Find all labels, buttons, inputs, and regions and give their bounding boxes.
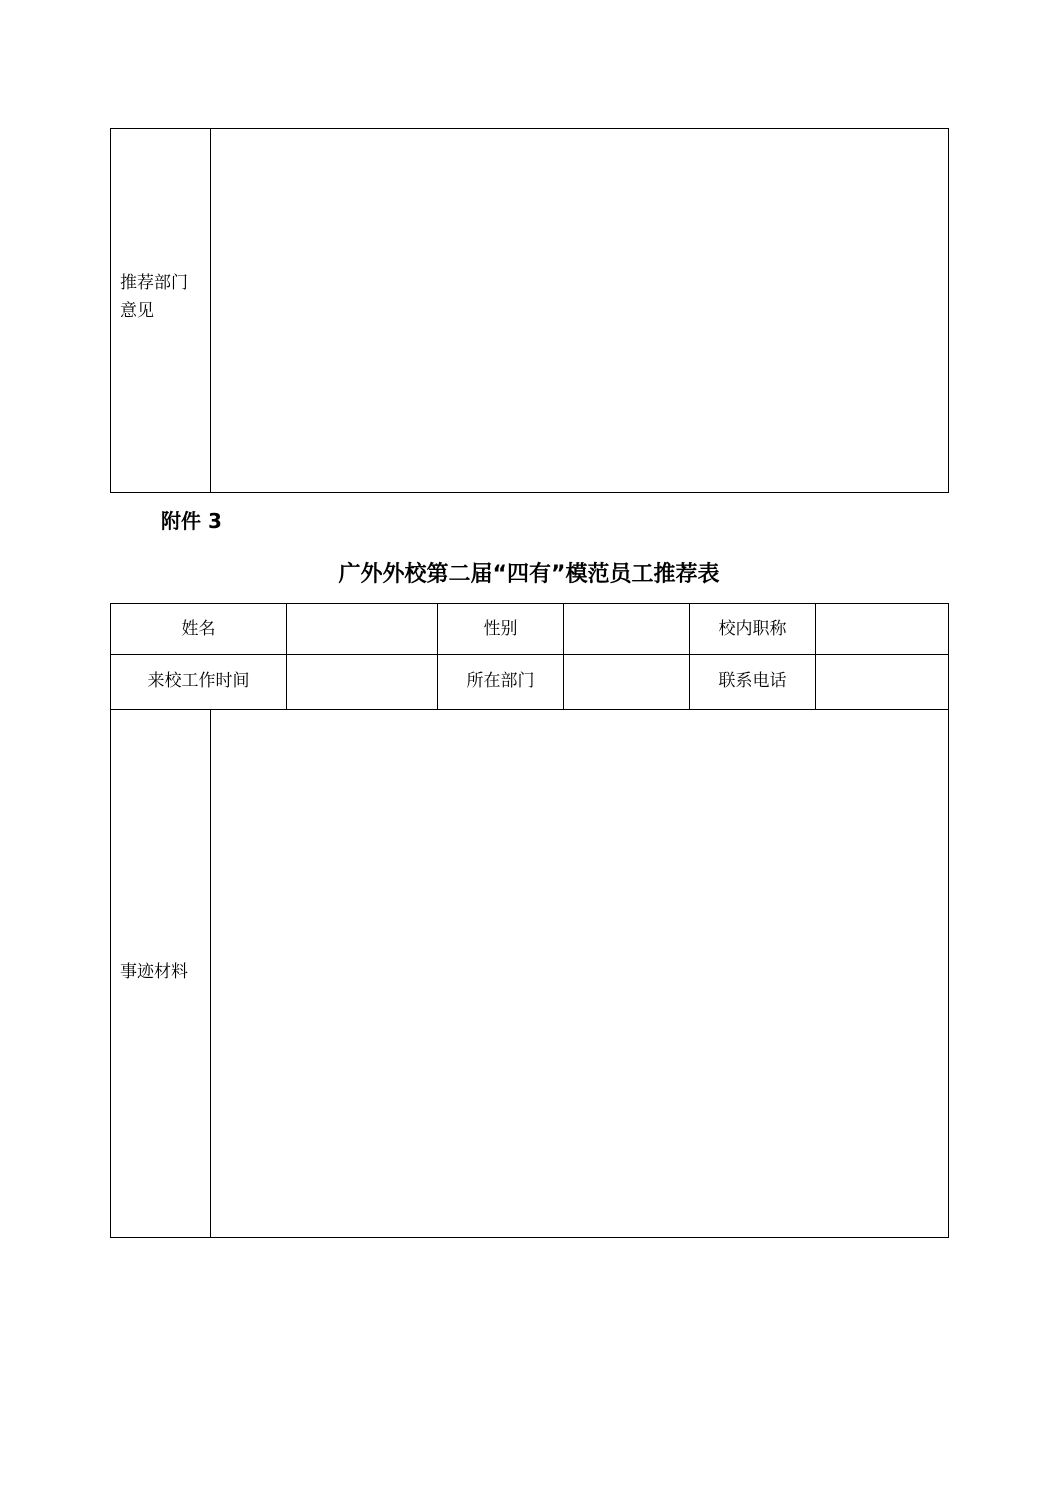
department-label: 所在部门: [466, 671, 535, 691]
start-date-label: 来校工作时间: [147, 671, 250, 691]
gender-label: 性别: [483, 619, 518, 639]
opinion-label-line1: 推荐部门: [120, 273, 188, 293]
gender-field[interactable]: [565, 605, 688, 653]
annex-label: 附件 3: [161, 509, 222, 533]
deeds-field[interactable]: [212, 711, 946, 1236]
department-field[interactable]: [565, 656, 688, 708]
job-title-field[interactable]: [817, 605, 947, 653]
name-label: 姓名: [181, 619, 216, 639]
opinion-field[interactable]: [212, 130, 946, 491]
phone-label: 联系电话: [718, 671, 787, 691]
phone-field[interactable]: [817, 656, 947, 708]
table-divider: [210, 128, 211, 493]
column-divider: [210, 709, 211, 1238]
opinion-label-line2: 意见: [120, 301, 154, 321]
column-divider: [815, 603, 816, 710]
job-title-label: 校内职称: [718, 619, 787, 639]
start-date-field[interactable]: [288, 656, 436, 708]
opinion-label: [120, 269, 188, 325]
row-divider: [110, 709, 949, 710]
column-divider: [286, 603, 287, 710]
name-field[interactable]: [288, 605, 436, 653]
form-title: 广外外校第二届“四有”模范员工推荐表: [338, 562, 720, 587]
deeds-label: 事迹材料: [120, 962, 188, 982]
row-divider: [110, 654, 949, 655]
column-divider: [563, 603, 564, 710]
